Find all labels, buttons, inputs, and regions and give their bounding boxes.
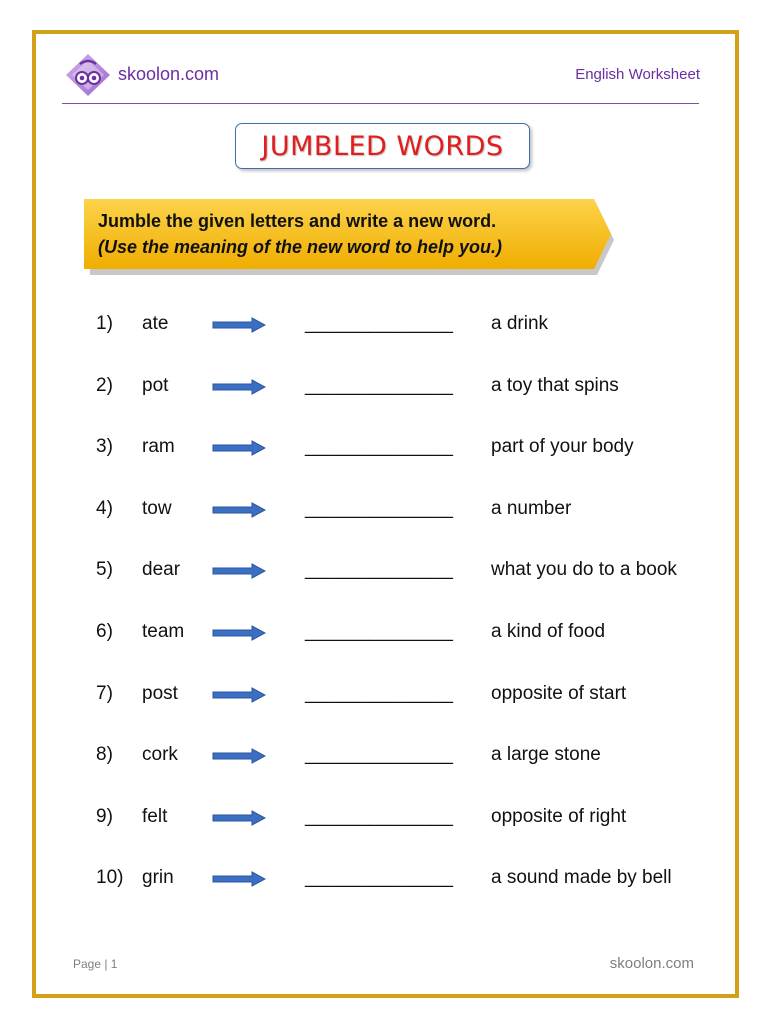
question-number: 6) (96, 621, 113, 642)
jumbled-word: grin (142, 867, 174, 889)
answer-blank[interactable]: ______________ (305, 744, 453, 766)
question-number: 7) (96, 682, 113, 704)
question-number: 1) (96, 313, 113, 334)
answer-blank[interactable]: ______________ (305, 559, 453, 581)
instruction-banner (84, 199, 614, 275)
right-arrow-icon (212, 748, 266, 770)
jumbled-word: pot (142, 374, 169, 396)
question-row (96, 867, 716, 893)
answer-blank[interactable]: ______________ (305, 313, 453, 334)
right-arrow-icon (212, 810, 266, 832)
jumbled-word: tow (142, 497, 172, 519)
title-box (235, 123, 530, 169)
answer-blank[interactable]: ______________ (305, 374, 453, 396)
question-number: 5) (96, 559, 113, 581)
word-meaning: a kind of food (491, 621, 606, 642)
jumbled-word: ram (142, 436, 175, 458)
question-row (96, 498, 716, 524)
answer-blank[interactable]: ______________ (305, 436, 453, 458)
header-divider (62, 103, 699, 104)
right-arrow-icon (212, 563, 266, 585)
word-meaning: opposite of start (491, 682, 627, 704)
instruction-line-1: Jumble the given letters and write a new word. (98, 211, 497, 231)
question-number: 4) (96, 497, 113, 519)
brand-name: skoolon.com (118, 64, 220, 84)
page-title: JUMBLED WORDS (261, 130, 504, 162)
word-meaning: a toy that spins (491, 374, 619, 396)
word-meaning: a large stone (491, 744, 601, 766)
jumbled-word: felt (142, 805, 168, 827)
skoolon-logo-icon (62, 52, 114, 98)
answer-blank[interactable]: ______________ (305, 805, 453, 827)
word-meaning: a drink (491, 313, 549, 334)
right-arrow-icon (212, 317, 266, 339)
word-meaning: opposite of right (491, 805, 627, 827)
jumbled-word: post (142, 682, 178, 704)
footer-site: skoolon.com (609, 955, 694, 972)
answer-blank[interactable]: ______________ (305, 621, 453, 642)
right-arrow-icon (212, 440, 266, 462)
question-number: 10) (96, 867, 124, 889)
question-row (96, 313, 716, 339)
word-meaning: what you do to a book (491, 559, 677, 581)
question-row (96, 436, 716, 462)
question-number: 2) (96, 374, 113, 396)
jumbled-word: cork (142, 744, 178, 766)
page-number: Page | 1 (73, 957, 118, 971)
question-row (96, 375, 716, 401)
question-row (96, 806, 716, 832)
question-row (96, 744, 716, 770)
right-arrow-icon (212, 687, 266, 709)
word-meaning: a sound made by bell (491, 867, 672, 889)
right-arrow-icon (212, 625, 266, 647)
question-number: 8) (96, 744, 113, 766)
answer-blank[interactable]: ______________ (305, 867, 453, 889)
instruction-line-2: (Use the meaning of the new word to help you.) (98, 237, 503, 257)
question-row (96, 683, 716, 709)
right-arrow-icon (212, 379, 266, 401)
question-row (96, 621, 716, 647)
right-arrow-icon (212, 502, 266, 524)
word-meaning: part of your body (491, 436, 634, 458)
question-number: 3) (96, 436, 113, 458)
jumbled-word: ate (142, 313, 169, 334)
jumbled-word: dear (142, 559, 181, 581)
right-arrow-icon (212, 871, 266, 893)
question-row (96, 559, 716, 585)
answer-blank[interactable]: ______________ (305, 497, 453, 519)
answer-blank[interactable]: ______________ (305, 682, 453, 704)
question-number: 9) (96, 805, 113, 827)
word-meaning: a number (491, 497, 572, 519)
worksheet-label: English Worksheet (575, 66, 700, 83)
jumbled-word: team (142, 621, 185, 642)
